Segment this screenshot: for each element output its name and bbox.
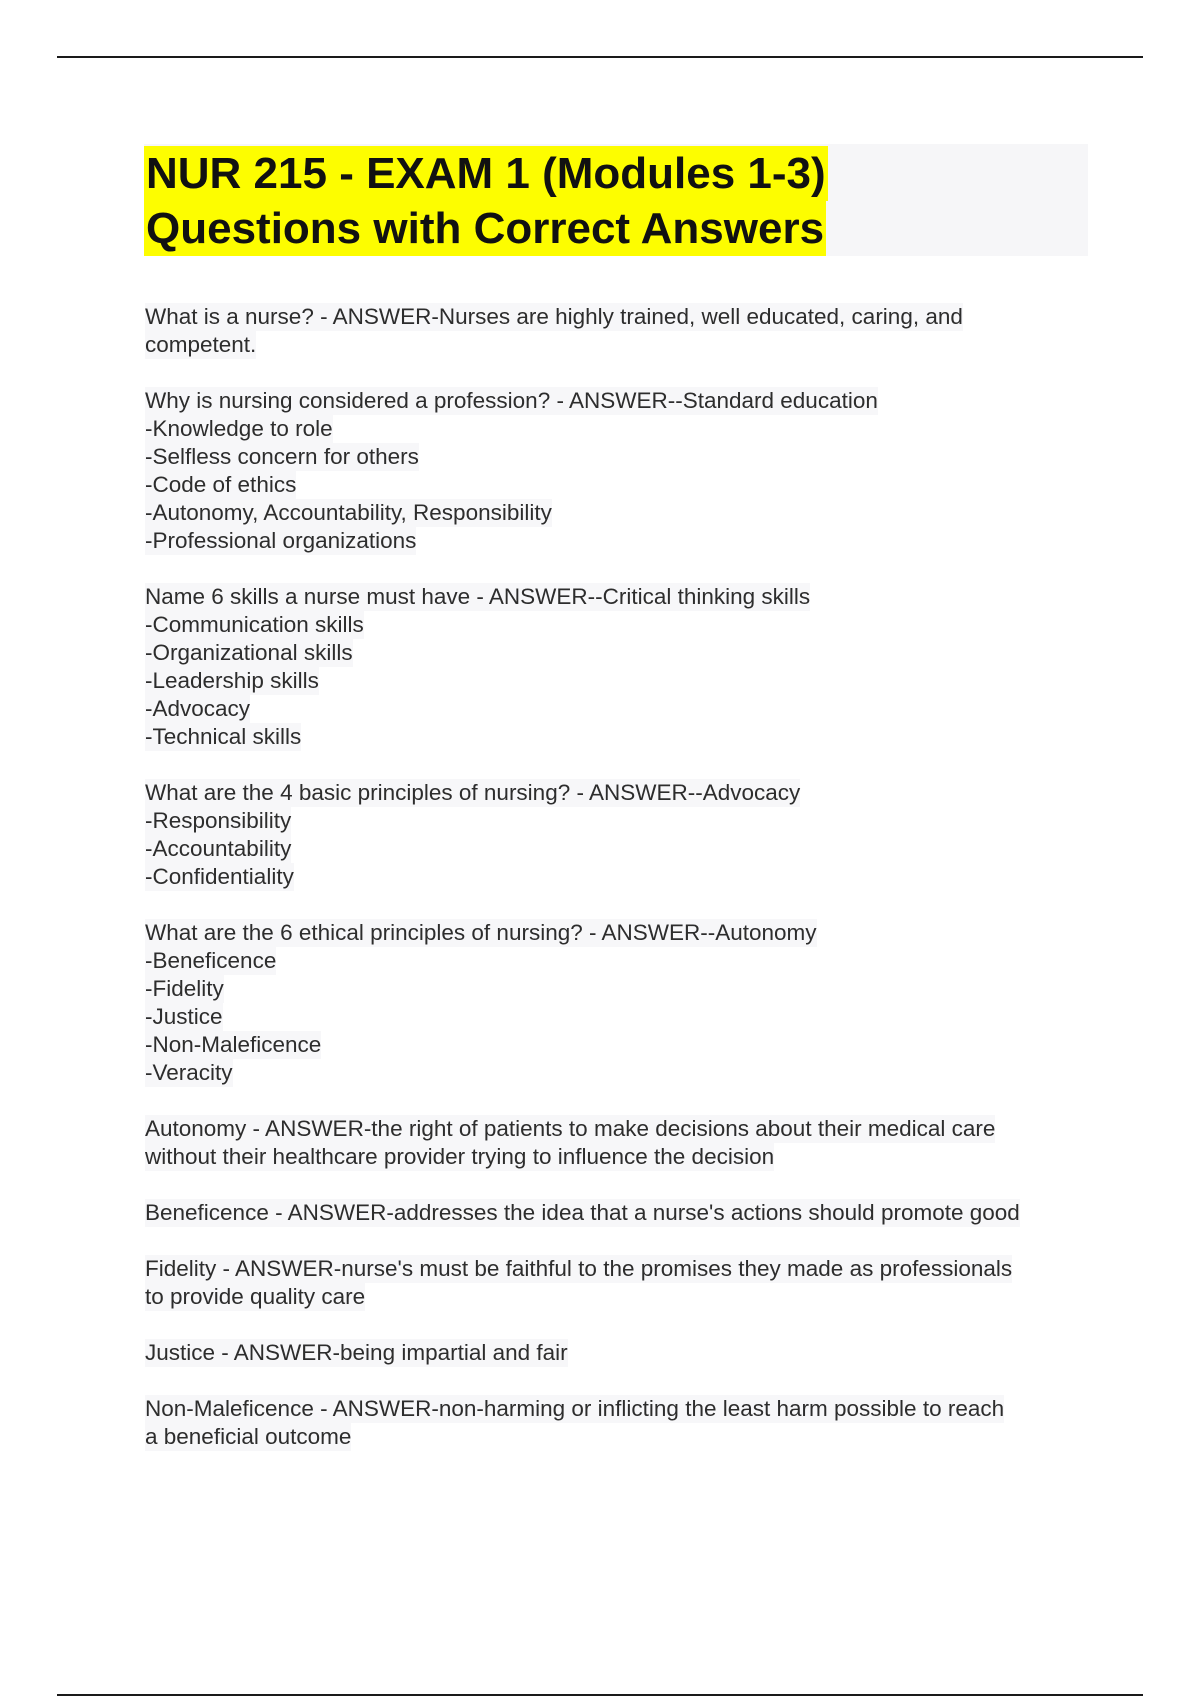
qa-item: [145, 919, 1095, 1087]
qa-item: [145, 1199, 1095, 1227]
bottom-rule: [57, 1694, 1143, 1696]
qa-item: [145, 1115, 1095, 1171]
qa-line: -Autonomy, Accountability, Responsibility: [145, 500, 552, 525]
qa-line: -Communication skills: [145, 612, 364, 637]
qa-line: Non-Maleficence - ANSWER-non-harming or inflicting the least harm possible to reach: [145, 1396, 1005, 1421]
qa-line: Beneficence - ANSWER-addresses the idea that a nurse's actions should promote good: [145, 1200, 1020, 1225]
qa-line: What is a nurse? - ANSWER-Nurses are highly trained, well educated, caring, and: [145, 304, 963, 329]
qa-line: -Technical skills: [145, 724, 302, 749]
qa-list: [145, 303, 1095, 1479]
qa-item: [145, 1339, 1095, 1367]
qa-line: -Organizational skills: [145, 640, 353, 665]
qa-line: Why is nursing considered a profession? - ANSWER--Standard education: [145, 388, 878, 413]
qa-item: [145, 303, 1095, 359]
qa-line: Justice - ANSWER-being impartial and fair: [145, 1340, 568, 1365]
qa-line: -Justice: [145, 1004, 223, 1029]
qa-line: -Professional organizations: [145, 528, 417, 553]
qa-line: -Non-Maleficence: [145, 1032, 322, 1057]
qa-line: without their healthcare provider trying to influence the decision: [145, 1144, 775, 1169]
qa-line: -Advocacy: [145, 696, 251, 721]
qa-line: -Responsibility: [145, 808, 292, 833]
qa-item: [145, 387, 1095, 555]
qa-line: Name 6 skills a nurse must have - ANSWER--Critical thinking skills: [145, 584, 811, 609]
qa-line: competent.: [145, 332, 257, 357]
qa-line: -Leadership skills: [145, 668, 319, 693]
qa-line: -Code of ethics: [145, 472, 297, 497]
qa-line: -Selfless concern for others: [145, 444, 419, 469]
qa-item: [145, 779, 1095, 891]
document-title: [144, 146, 828, 256]
qa-line: -Beneficence: [145, 948, 277, 973]
qa-line: What are the 4 basic principles of nursing? - ANSWER--Advocacy: [145, 780, 801, 805]
title-line: Questions with Correct Answers: [144, 201, 826, 256]
qa-line: -Confidentiality: [145, 864, 294, 889]
qa-line: Autonomy - ANSWER-the right of patients to make decisions about their medical care: [145, 1116, 996, 1141]
qa-line: a beneficial outcome: [145, 1424, 352, 1449]
qa-line: -Accountability: [145, 836, 292, 861]
qa-line: What are the 6 ethical principles of nursing? - ANSWER--Autonomy: [145, 920, 817, 945]
top-rule: [57, 56, 1143, 58]
qa-line: -Knowledge to role: [145, 416, 333, 441]
qa-item: [145, 1255, 1095, 1311]
qa-line: -Fidelity: [145, 976, 224, 1001]
title-line: NUR 215 - EXAM 1 (Modules 1-3): [144, 146, 828, 201]
qa-item: [145, 1395, 1095, 1451]
qa-line: Fidelity - ANSWER-nurse's must be faithful to the promises they made as professionals: [145, 1256, 1013, 1281]
qa-line: to provide quality care: [145, 1284, 366, 1309]
qa-line: -Veracity: [145, 1060, 233, 1085]
qa-item: [145, 583, 1095, 751]
